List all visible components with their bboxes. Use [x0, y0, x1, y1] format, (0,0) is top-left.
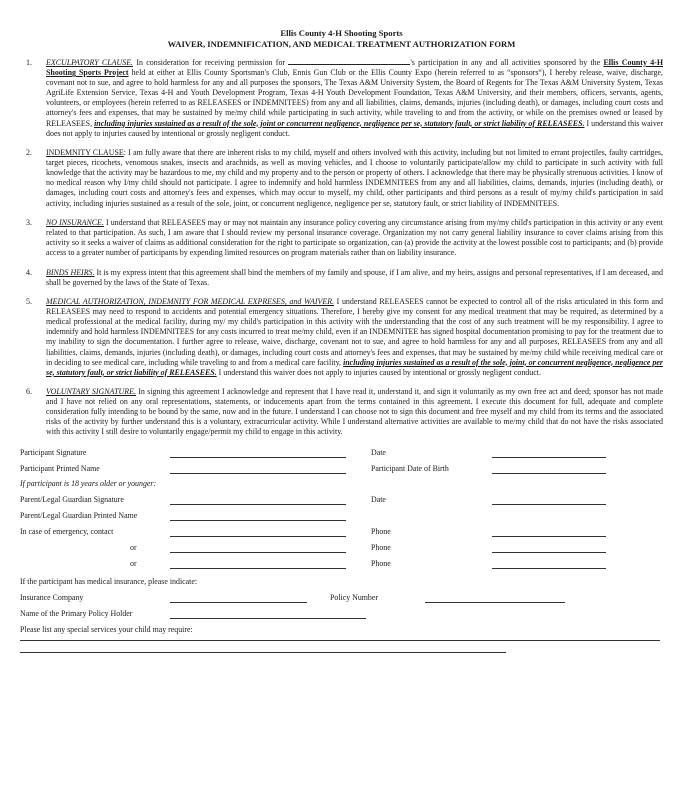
clause-text: I understand this waiver does not apply to injuries caused by intentional or grossly negligent conduct. [46, 118, 663, 138]
clause-body [46, 148, 663, 209]
clause-text: held at either at Ellis County Sportsman's Club, Ennis Gun Club or the Ellis County Expo (herein referred to as “sponsors“), I hereby release, waive, discharge, covenant not to sue, and agree to hold harmless for any and all purposes the sponsors, The Texas A&M University System, the Board of Regents for The Texas A&M University System, Texas AgriLife Extension Service, Texas 4-H and Youth Development Program, Texas 4-H Youth Development Foundation, Texas A&M University, and their members, officers, servants, agents, volunteers, or employees (herein referred to as RELEASEES or INDEMNITEES) from any and all liabilities, claims, demands, injuries (including death), or damages, including court costs and attorney's fees and expenses, that may be sustained by me/my child while participating in such activity, while traveling to and from the activity, or while on the premises owned or leased by RELEASEES, [46, 68, 663, 128]
phone-label: Phone [371, 542, 391, 552]
guardian-printed-name-field[interactable] [170, 520, 346, 521]
participant-signature-field[interactable] [170, 457, 346, 458]
participant-dob-label: Participant Date of Birth [371, 463, 449, 473]
emergency-contact-field[interactable] [170, 536, 346, 537]
clause-text: It is my express intent that this agreement shall bind the members of my family and spouse, if I am alive, and my heirs, assigns and personal representatives, if I am deceased, and shall be governed by the laws of the State of Texas. [46, 267, 663, 287]
or-label: or [130, 558, 137, 568]
form-title: WAIVER, INDEMNIFICATION, AND MEDICAL TREATMENT AUTHORIZATION FORM [167, 39, 516, 49]
clause-number: 1. [26, 58, 32, 67]
policy-number-field[interactable] [425, 602, 565, 603]
clause-emphasis: including injuries sustained as a result of the sole, joint, or concurrent negligence, negligence per se, statutory fault, or strict liability of RELEASEES. [46, 357, 663, 377]
clause-heading: NO INSURANCE. [46, 217, 104, 227]
clause-body [46, 218, 663, 258]
clause-body [46, 58, 663, 139]
clause-voluntary-signature [20, 387, 663, 437]
clause-binds-heirs [20, 268, 663, 288]
date-label: Date [371, 447, 386, 457]
clause-text: I understand RELEASEES cannot be expected to control all of the risks articulated in this form and RELEASEES may need to respond to accidents and potential emergency situations. Therefore, I hereby give my consent for any medical treatment that may be required, as determined by a medical professional at the medical facility, during my/ my child's participation in this activity with the understanding that the cost of any such treatment will be my responsibility. I agree to indemnify and hold harmless INDEMNITEES for any costs incurred to treat me/my child, even if an INDEMNITEE has signed hospital documentation promising to pay for the treatment due to my inability to sign the documentation. I further agree to release, waive, discharge, covenant not to sue, and agree to hold harmless for any and all purposes, RELEASEES from any and all liabilities, claims, demands, injuries (including death), or damages, including court costs and attorney's fees and expenses, that may be sustained by me/my child while receiving medical care or in deciding to see medical care, including while traveling to and from a medical care facility, [46, 297, 664, 367]
signature-form [20, 448, 663, 648]
participant-signature-label: Participant Signature [20, 447, 87, 457]
clause-heading: EXCULPATORY CLAUSE. [46, 58, 134, 67]
insurance-company-field[interactable] [170, 602, 307, 603]
clause-text: I understand this waiver does not apply to injuries caused by intentional or grossly negligent conduct. [216, 367, 541, 377]
project-name: Ellis County 4-H Shooting Sports Project [46, 58, 663, 78]
guardian-signature-field[interactable] [170, 504, 346, 505]
clause-indemnity [20, 148, 663, 209]
clause-body [46, 268, 663, 288]
phone-label: Phone [371, 558, 391, 568]
date-field[interactable] [492, 457, 606, 458]
guardian-date-label: Date [371, 494, 386, 504]
policy-holder-label: Name of the Primary Policy Holder [20, 608, 133, 618]
clause-number: 4. [26, 267, 32, 277]
clause-no-insurance [20, 218, 663, 258]
clause-text: : I am fully aware that there are inherent risks to my child, myself and others involved with this activity, including but not limited to errant projectiles, faulty cartridges, target pieces, ricochets, venomous snakes, insects and arachnids, as well as moving vehicles, and I choose to voluntarily participate/allow my child to participate in such activity with full knowledge that the activity may be hazardous to me, my child and my property and to the person or property of others. I acknowledge that there may be physically strenuous activities. I know of no medical reason why I/my child should not participate. I agree to indemnify and hold harmless INDEMNITEES from any and all liabilities, claims, demands, injuries (including death), or damages, including court costs and attorney's fees and expenses, which may occur to myself, my child, other participants and third persons as a result of my/my child's participation in said activity, including injuries sustained as a result of the sole, joint, or concurrent negligence, negligence per se, statutory fault, or strict liability of INDEMNITEES. [46, 148, 663, 208]
phone-label: Phone [371, 526, 391, 536]
participant-printed-name-label: Participant Printed Name [20, 463, 100, 473]
clause-heading: MEDICAL AUTHORIZATION, INDEMNITY FOR MEDICAL EXPRESES, and WAIVER. [46, 297, 335, 307]
policy-number-label: Policy Number [330, 592, 378, 602]
clause-heading: BINDS HEIRS. [46, 267, 95, 277]
policy-holder-field[interactable] [170, 618, 366, 619]
if-18-note: If participant is 18 years older or younger: [20, 478, 157, 488]
clause-number: 2. [26, 148, 32, 158]
special-services-field-2[interactable] [20, 652, 506, 653]
guardian-signature-label: Parent/Legal Guardian Signature [20, 494, 124, 504]
phone-2-field[interactable] [492, 552, 606, 553]
emergency-contact-label: In case of emergency, contact [20, 526, 114, 536]
document-header [20, 28, 663, 50]
phone-3-field[interactable] [492, 568, 606, 569]
clause-heading: VOLUNTARY SIGNATURE. [46, 387, 136, 397]
clause-text: I understand that RELEASEES may or may not maintain any insurance policy covering any circumstance arising from my/my child's participation in this activity or any event related to that participation. As such, I am aware that I should review my personal insurance coverage. Organization my not carry general liability insurance to cover claims arising from this activity so it seeks a waiver of claims as additional consideration for the right to participate so organization, can (a) provide the activity at the lowest possible cost to participants; and (b) provide access to a greater number of participants by expending limited resources on program materials rather than on liability insurance. [46, 217, 663, 258]
clause-text: In consideration for receiving permission for [133, 58, 289, 67]
clause-heading: INDEMNITY CLAUSE [46, 148, 124, 158]
emergency-contact-2-field[interactable] [170, 552, 346, 553]
special-services-label: Please list any special services your child may require: [20, 624, 193, 634]
guardian-date-field[interactable] [492, 504, 606, 505]
or-label: or [130, 542, 137, 552]
clause-emphasis: including injuries sustained as a result of the sole, joint or concurrent negligence, negligence per se, statutory fault, or strict liability of RELEASEES. [94, 118, 585, 128]
phone-field[interactable] [492, 536, 606, 537]
clause-exculpatory [20, 58, 663, 139]
clause-number: 5. [26, 297, 32, 307]
clause-number: 6. [26, 387, 32, 397]
clause-body [46, 387, 663, 437]
clause-body [46, 297, 663, 378]
emergency-contact-3-field[interactable] [170, 568, 346, 569]
clause-text: 's participation in any and all activities sponsored by the [410, 58, 604, 67]
insurance-intro: If the participant has medical insurance, please indicate: [20, 576, 198, 586]
waiver-page [0, 28, 677, 800]
participant-printed-name-field[interactable] [170, 473, 346, 474]
clause-list [20, 58, 663, 438]
clause-number: 3. [26, 217, 32, 227]
clause-text: In signing this agreement I acknowledge and represent that I have read it, understand it, and sign it voluntarily as my own free act and deed; sponsor has not made and I have not relied on any oral representations, statements, or inducements apart from the terms contained in this agreement. I execute this document for full, adequate and complete consideration fully intending to be bound by the same, now and in the future. I understand I can choose not to sign this document and free myself and my child from its terms and the associated risks of the activity by further understand this is a voluntary, extracurricular activity. While I understand alternative activities are available to me/my child that do not have the risks associated with this activity I still desire to voluntarily engage/permit my child to engage in this activity. [46, 387, 663, 437]
insurance-company-label: Insurance Company [20, 592, 84, 602]
org-title: Ellis County 4-H Shooting Sports [280, 28, 403, 38]
participant-name-blank[interactable] [288, 58, 410, 65]
guardian-printed-name-label: Parent/Legal Guardian Printed Name [20, 510, 138, 520]
clause-medical-authorization [20, 297, 663, 378]
participant-dob-field[interactable] [492, 473, 606, 474]
special-services-field[interactable] [20, 640, 660, 641]
